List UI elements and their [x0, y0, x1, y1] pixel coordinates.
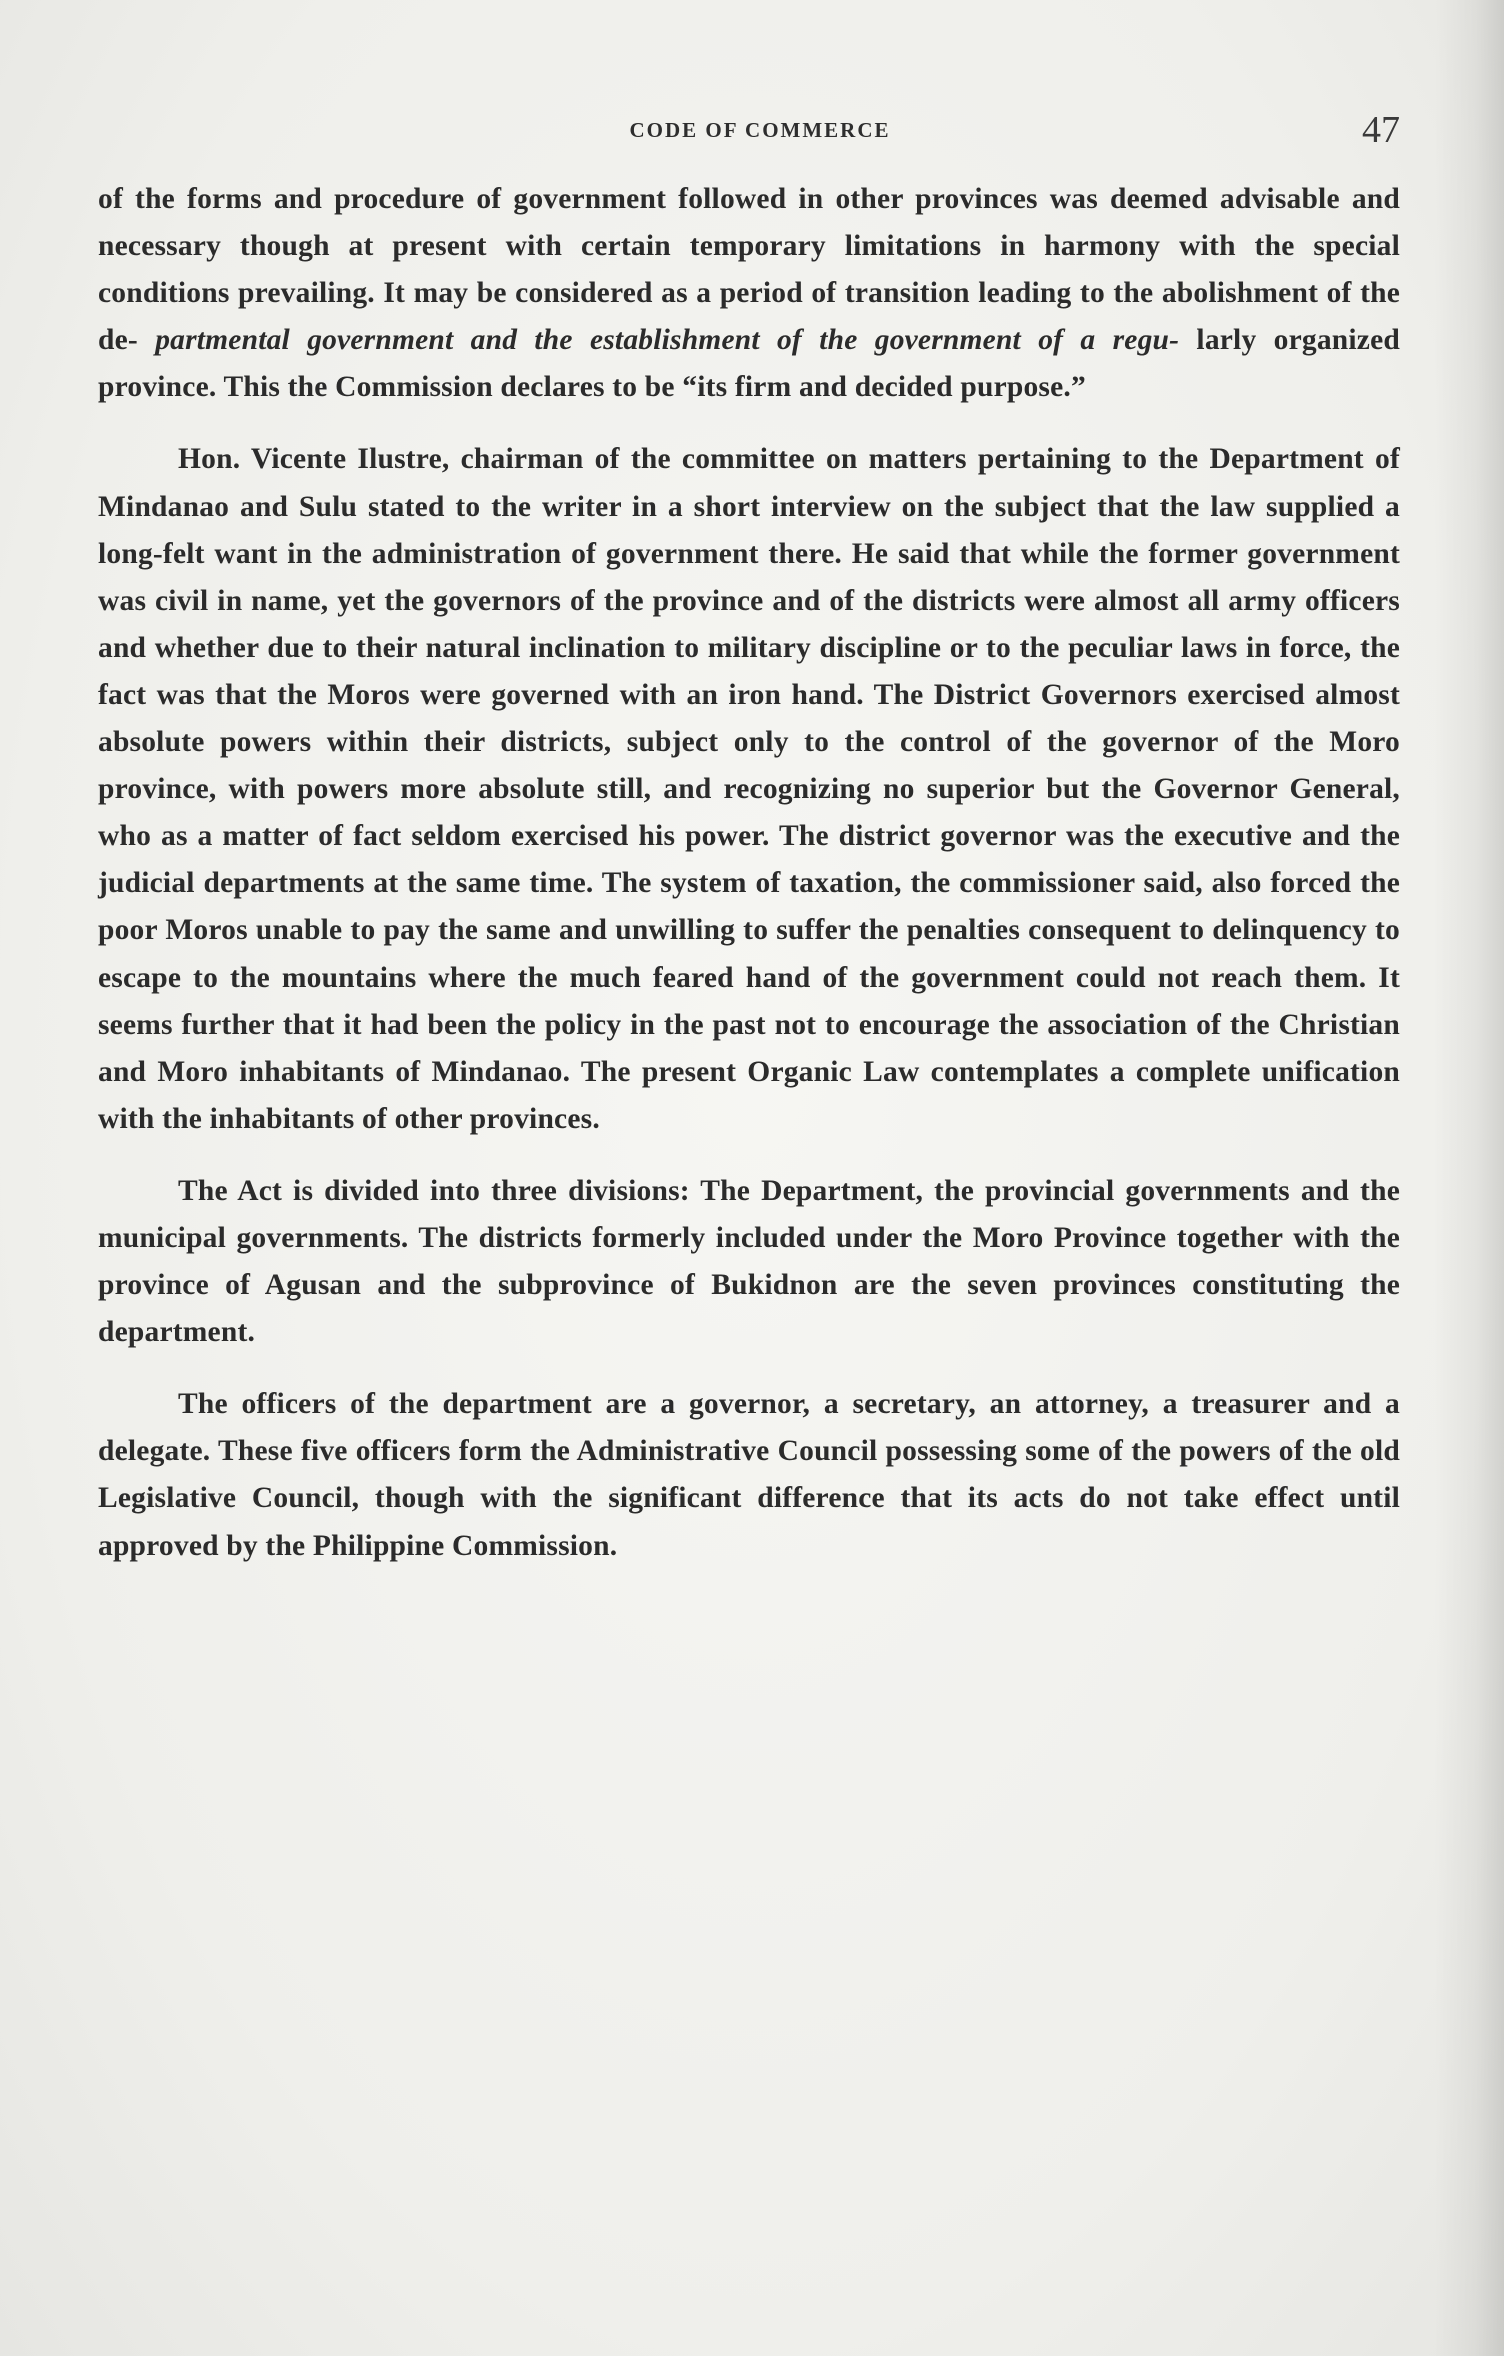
paragraph-1-text: of the forms and procedure of government followed in other provinces was deemed advisable and necessary though at present with certain temporary limitations in harmony with the special conditions prevailing. It may be considered as a period of transition leading to the abolishment of the de-: [98, 183, 1400, 357]
paragraph-continuation: [98, 176, 1400, 411]
page-number: 47: [1362, 109, 1400, 151]
paragraph-ilustre-interview: Hon. Vicente Ilustre, chairman of the committee on matters pertaining to the Department of Mindanao and Sulu stated to the writer in a short interview on the subject that the law supplied a long-felt want in the administration of government there. He said that while the former government was civil in name, yet the governors of the province and of the districts were almost all army officers and whether due to their natural inclination to military discipline or to the peculiar laws in force, the fact was that the Moros were governed with an iron hand. The District Governors exercised almost absolute powers within their districts, subject only to the control of the governor of the Moro province, with powers more absolute still, and recognizing no superior but the Governor General, who as a matter of fact seldom exercised his power. The district governor was the executive and the judicial departments at the same time. The system of taxation, the commissioner said, also forced the poor Moros unable to pay the same and unwilling to suffer the penalties consequent to delinquency to escape to the mountains where the much feared hand of the government could not reach them. It seems further that it had been the policy in the past not to encourage the association of the Christian and Moro inhabitants of Mindanao. The present Organic Law contemplates a complete unification with the inhabitants of other provinces.: [98, 443, 1400, 1135]
page-edge-shadow: [1434, 0, 1504, 2356]
body-text: [98, 176, 1400, 1595]
page-header: [120, 108, 1400, 158]
paragraph-department-officers: The officers of the department are a governor, a secretary, an attorney, a treasurer and a delegate. These five officers form the Administrative Council possessing some of the powers of the old Legislative Council, though with the significant difference that its acts do not take effect until approved by the Philippine Commission.: [98, 1388, 1400, 1562]
paragraph-1-text-end: larly organized province. This the Commission declares to be “its firm and decided purpose.”: [98, 324, 1400, 404]
paragraph-act-divisions: The Act is divided into three divisions: The Department, the provincial governments and the municipal governments. The districts formerly included under the Moro Province together with the province of Agusan and the subprovince of Bukidnon are the seven provinces constituting the department.: [98, 1174, 1400, 1349]
paragraph-1-italic-text: partmental government and the establishment of the government of a regu-: [155, 324, 1180, 357]
running-head: CODE OF COMMERCE: [629, 118, 891, 142]
